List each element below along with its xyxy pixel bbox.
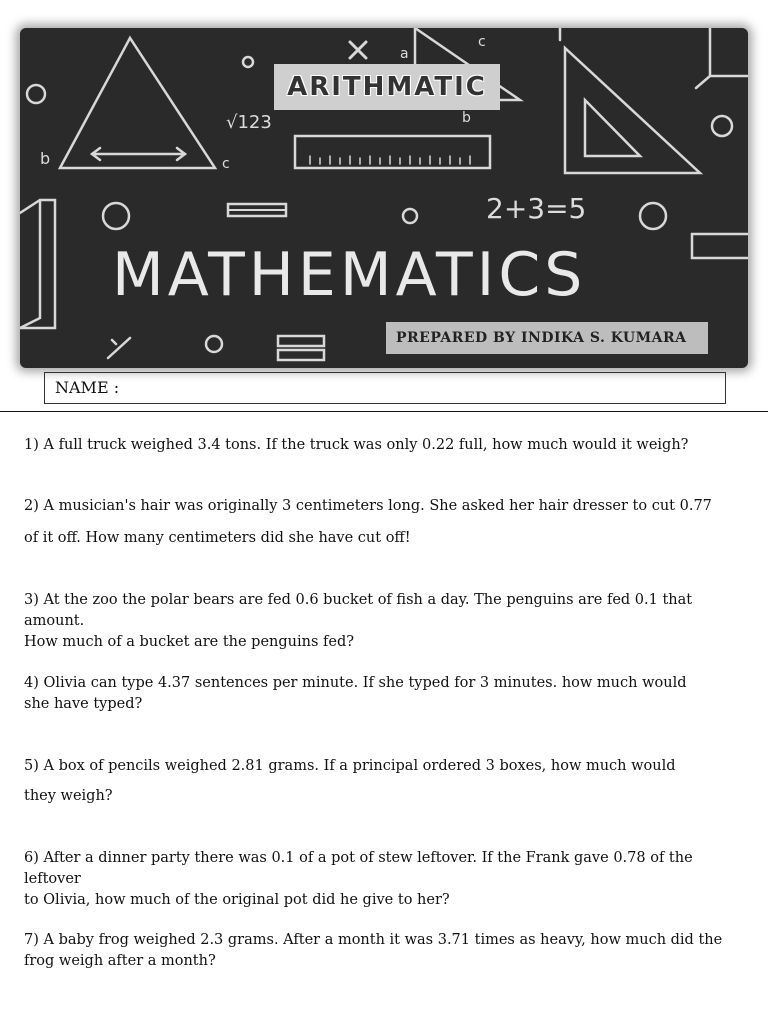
circle-shape — [243, 57, 253, 67]
box-shape — [696, 28, 748, 88]
question-2 — [24, 496, 754, 549]
name-label: NAME : — [55, 378, 120, 397]
chalk-letter-b: b — [40, 149, 51, 168]
question-line: of it off. How many centimeters did she have cut off! — [24, 530, 411, 546]
question-line: 2) A musician's hair was originally 3 centimeters long. She asked her hair dresser to cut 0.77 — [24, 498, 712, 514]
question-line: How much of a bucket are the penguins fed? — [24, 634, 355, 650]
question-line: frog weigh after a month? — [24, 953, 216, 969]
triangle-shape — [60, 38, 215, 168]
circle-shape — [640, 203, 666, 229]
question-4 — [24, 673, 754, 715]
question-6 — [24, 848, 754, 911]
cube-shape — [20, 200, 55, 328]
chalk-letter-c-top: c — [478, 34, 486, 50]
question-line: 3) At the zoo the polar bears are fed 0.6 bucket of fish a day. The penguins are fed 0.1 that amount. — [24, 592, 693, 629]
divider — [0, 411, 768, 412]
header-banner — [20, 28, 748, 368]
headline: MATHEMATICS — [112, 240, 587, 310]
question-line: she have typed? — [24, 696, 143, 712]
question-3 — [24, 590, 754, 653]
question-line: 5) A box of pencils weighed 2.81 grams. If a principal ordered 3 boxes, how much would — [24, 758, 676, 774]
square-root-mark: √123 — [226, 112, 272, 133]
question-line: to Olivia, how much of the original pot did he give to her? — [24, 892, 450, 908]
question-7 — [24, 930, 754, 972]
chalk-letter-b-right: b — [462, 110, 471, 126]
question-line: 4) Olivia can type 4.37 sentences per minute. If she typed for 3 minutes. how much would — [24, 675, 687, 691]
circle-shape — [206, 336, 222, 352]
chalk-letter-c: c — [222, 156, 230, 172]
question-line: 7) A baby frog weighed 2.3 grams. After a month it was 3.71 times as heavy, how much did the — [24, 932, 723, 948]
circle-shape — [27, 85, 45, 103]
question-line: 1) A full truck weighed 3.4 tons. If the truck was only 0.22 full, how much would it weigh? — [24, 437, 689, 453]
name-field[interactable] — [44, 372, 726, 404]
author-credit: PREPARED BY INDIKA S. KUMARA — [386, 322, 708, 354]
question-5 — [24, 756, 754, 807]
question-line: they weigh? — [24, 788, 113, 804]
circle-shape — [712, 116, 732, 136]
circle-shape — [403, 209, 417, 223]
chalk-letter-a: a — [400, 46, 409, 62]
worksheet-title: ARITHMATIC — [274, 64, 500, 110]
circle-shape — [103, 203, 129, 229]
question-1 — [24, 435, 754, 456]
equation-mark: 2+3=5 — [486, 192, 587, 225]
question-line: 6) After a dinner party there was 0.1 of a pot of stew leftover. If the Frank gave 0.78 of the leftover — [24, 850, 693, 887]
